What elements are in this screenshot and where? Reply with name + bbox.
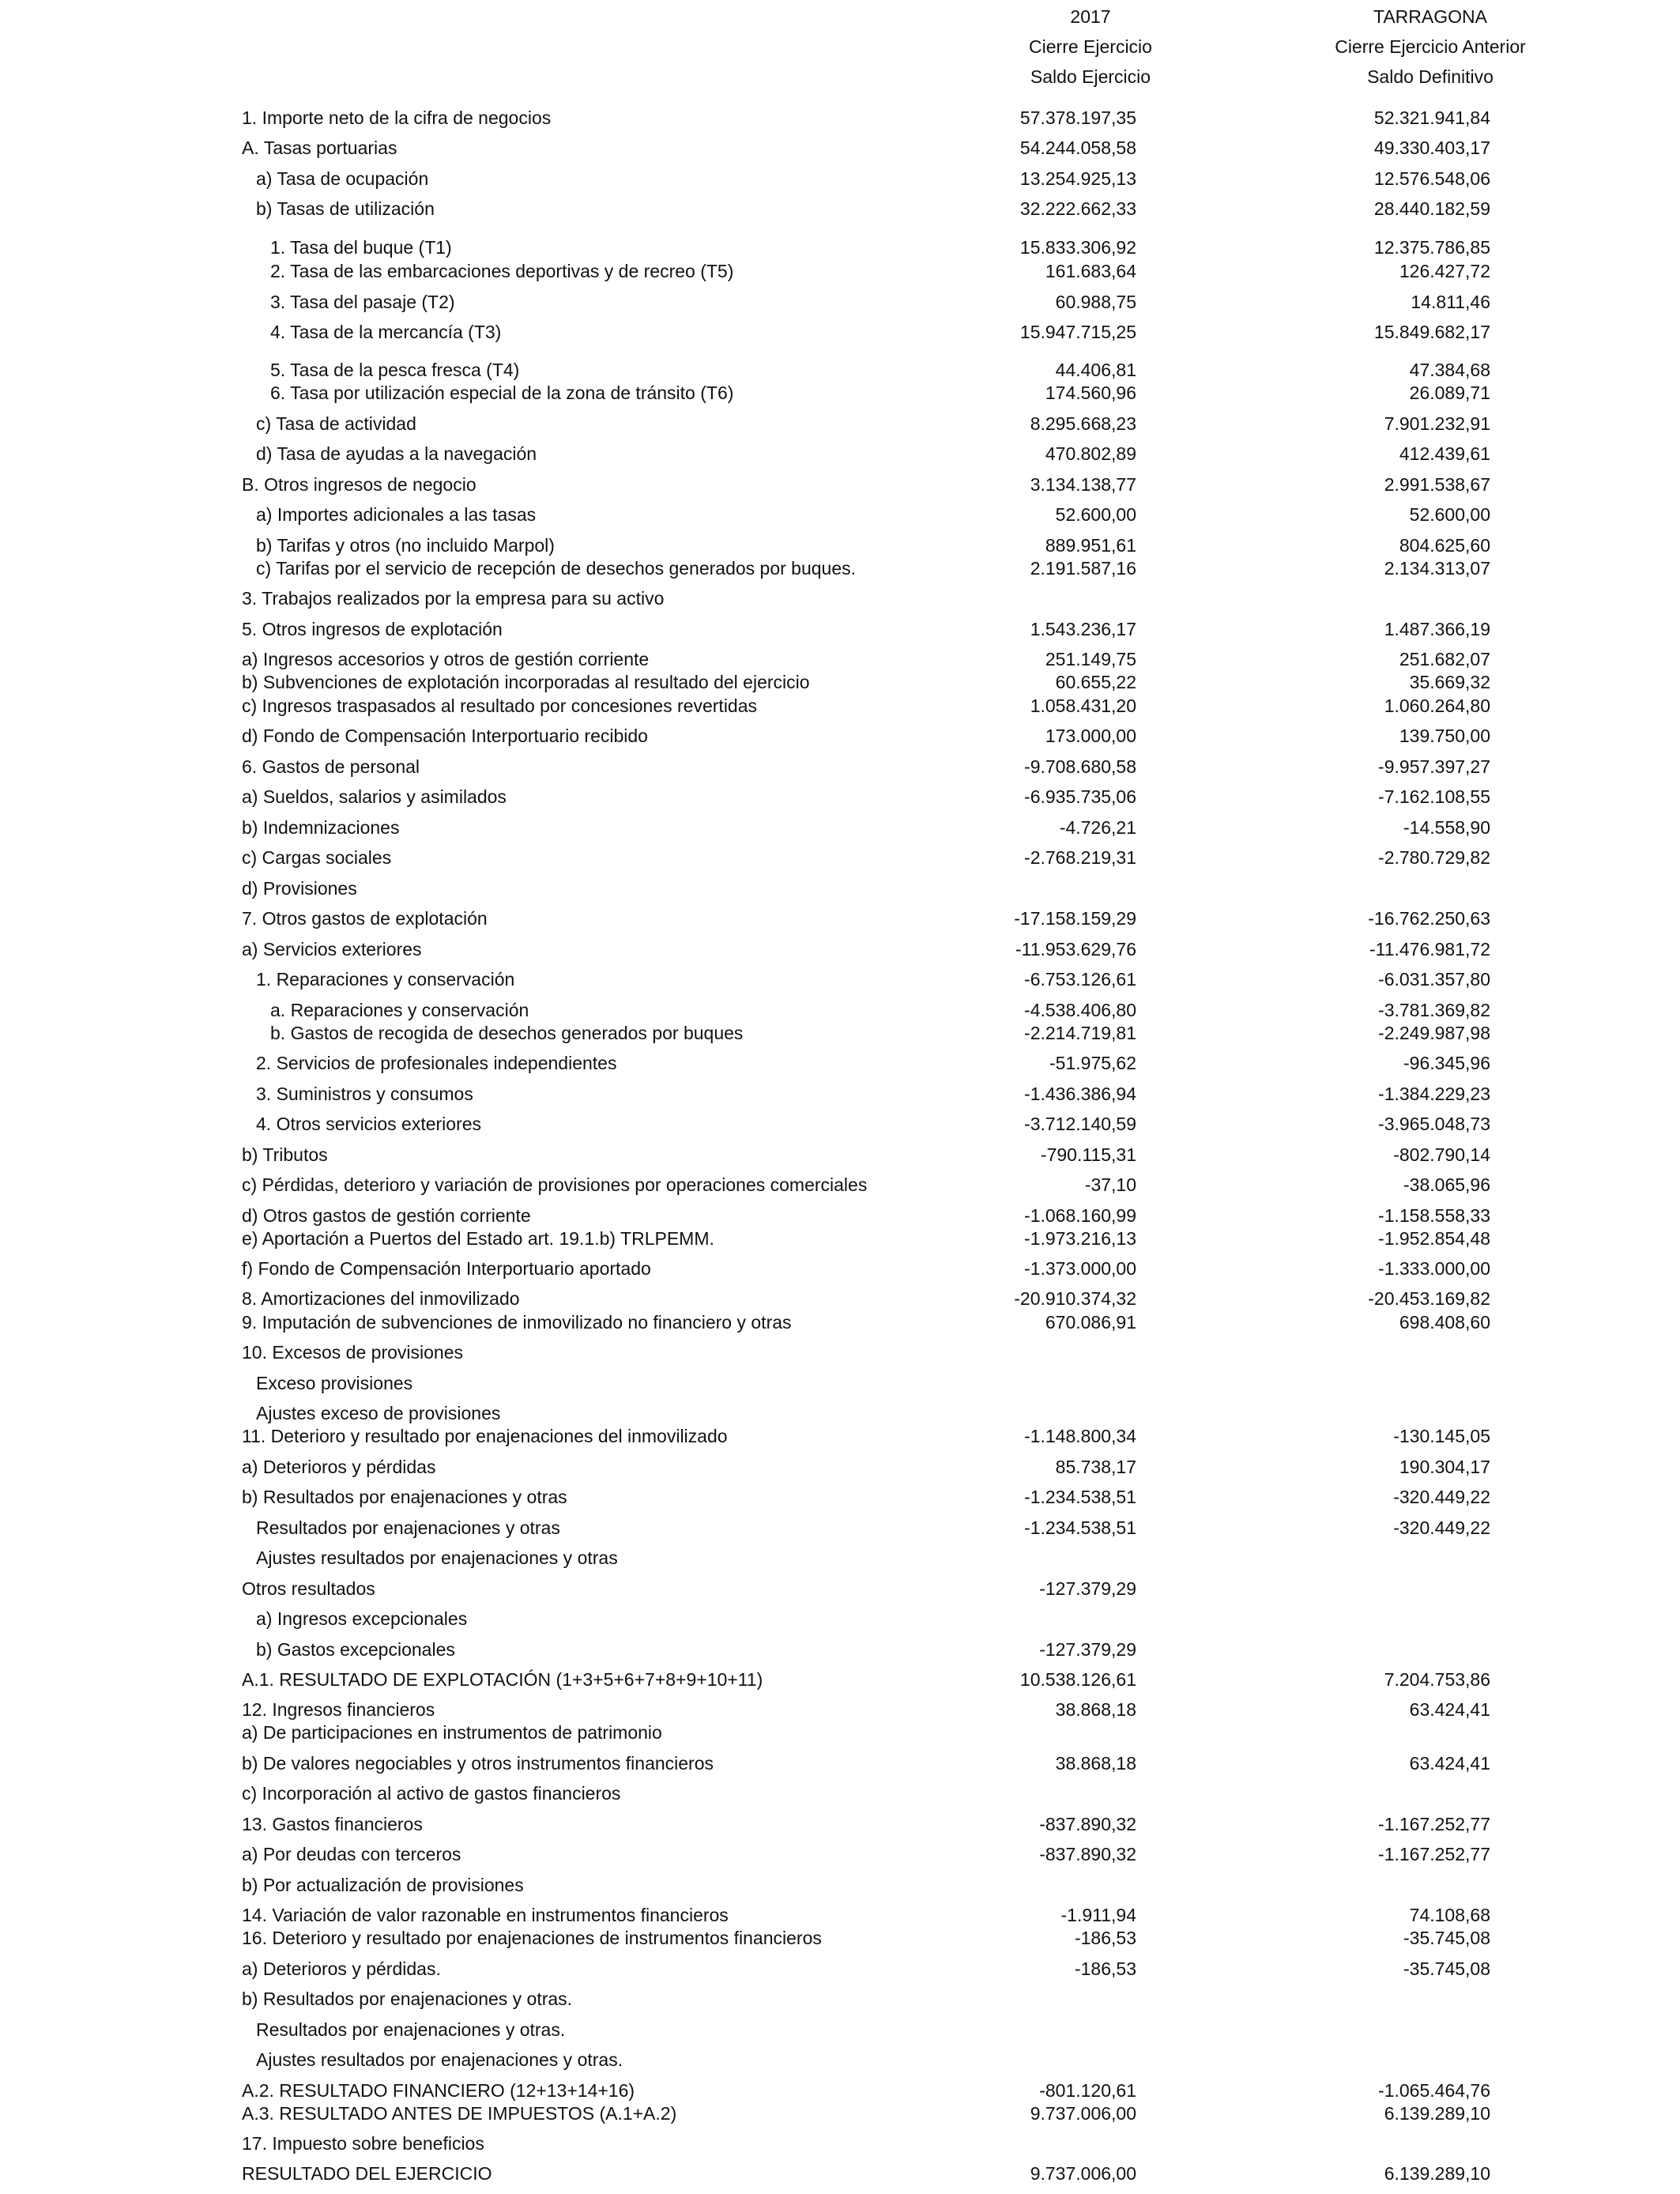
row-value-previous: 47.384,68 (1409, 360, 1490, 380)
table-row (0, 1517, 1680, 1539)
row-label: A. Tasas portuarias (242, 138, 397, 158)
row-label: a) Deterioros y pérdidas. (242, 1958, 441, 1979)
table-row (0, 1988, 1680, 2010)
table-row (0, 846, 1680, 869)
table-row (0, 1958, 1680, 1980)
row-value-previous: 1.060.264,80 (1384, 696, 1490, 716)
row-label: 3. Suministros y consumos (256, 1084, 473, 1104)
row-label: b) Tributos (242, 1144, 328, 1165)
table-row (0, 587, 1680, 609)
table-row (0, 168, 1680, 190)
row-label: Otros resultados (242, 1578, 375, 1599)
row-label: c) Tasa de actividad (256, 413, 416, 434)
row-label: c) Ingresos traspasados al resultado por concesiones revertidas (242, 696, 758, 716)
row-value-previous: -16.762.250,63 (1368, 908, 1490, 929)
row-value-previous: -20.453.169,82 (1368, 1288, 1490, 1309)
table-row (0, 877, 1680, 899)
row-label: a. Reparaciones y conservación (270, 1000, 529, 1020)
row-label: Ajustes exceso de provisiones (256, 1403, 501, 1423)
row-value-current: -186,53 (1074, 1928, 1136, 1948)
row-value-current: 3.134.138,77 (1030, 474, 1136, 495)
row-value-previous: 28.440.182,59 (1373, 198, 1490, 219)
row-value-current: 251.149,75 (1045, 649, 1136, 669)
row-label: a) Ingresos accesorios y otros de gestión corriente (242, 649, 650, 669)
table-row (0, 1904, 1680, 1926)
row-label: A.1. RESULTADO DE EXPLOTACIÓN (1+3+5+6+7+8+9+10+11) (242, 1669, 763, 1690)
table-row (0, 1456, 1680, 1478)
table-row (0, 1144, 1680, 1166)
row-value-previous: -1.952.854,48 (1378, 1228, 1490, 1249)
row-value-current: -20.910.374,32 (1014, 1288, 1136, 1309)
table-row (0, 1257, 1680, 1280)
row-label: 3. Tasa del pasaje (T2) (270, 292, 455, 312)
row-value-previous: 251.682,07 (1399, 649, 1490, 669)
row-value-previous: 12.576.548,06 (1373, 168, 1490, 189)
row-label: b) Resultados por enajenaciones y otras (242, 1487, 567, 1507)
table-row (0, 382, 1680, 404)
table-row (0, 137, 1680, 159)
row-value-previous: 412.439,61 (1399, 443, 1490, 464)
table-row (0, 1372, 1680, 1394)
row-value-previous: 74.108,68 (1409, 1905, 1490, 1925)
table-row (0, 2162, 1680, 2185)
table-row (0, 999, 1680, 1021)
row-value-current: -1.436.386,94 (1024, 1084, 1136, 1104)
header-period-current: Cierre Ejercicio (1029, 36, 1152, 57)
row-label: c) Cargas sociales (242, 847, 392, 868)
row-value-previous: -11.476.981,72 (1369, 939, 1490, 959)
table-row (0, 1486, 1680, 1508)
table-row (0, 695, 1680, 717)
row-value-previous: 7.901.232,91 (1384, 413, 1490, 434)
row-value-previous: -7.162.108,55 (1378, 786, 1490, 807)
table-row (0, 1578, 1680, 1600)
row-value-current: -127.379,29 (1039, 1578, 1136, 1599)
row-value-previous: 7.204.753,86 (1384, 1669, 1490, 1690)
row-label: d) Tasa de ayudas a la navegación (256, 443, 537, 464)
row-value-current: -11.953.629,76 (1015, 939, 1136, 959)
row-value-current: -837.890,32 (1039, 1814, 1136, 1834)
row-value-current: -837.890,32 (1039, 1844, 1136, 1864)
row-value-current: 60.655,22 (1055, 672, 1136, 692)
row-label: a) Por deudas con terceros (242, 1844, 461, 1864)
table-row (0, 1227, 1680, 1250)
row-value-previous: -14.558,90 (1403, 817, 1490, 838)
row-value-current: -1.068.160,99 (1024, 1205, 1136, 1226)
row-value-previous: 15.849.682,17 (1373, 322, 1490, 342)
row-label: 10. Excesos de provisiones (242, 1342, 463, 1363)
row-label: 2. Servicios de profesionales independientes (256, 1053, 617, 1073)
row-value-previous: -2.249.987,98 (1378, 1023, 1490, 1043)
row-value-previous: 26.089,71 (1409, 383, 1490, 403)
table-row (0, 725, 1680, 747)
row-value-previous: 12.375.786,85 (1373, 237, 1490, 258)
row-label: a) Sueldos, salarios y asimilados (242, 786, 507, 807)
row-value-previous: -9.957.397,27 (1378, 756, 1490, 777)
table-row (0, 1425, 1680, 1447)
table-row (0, 2132, 1680, 2154)
row-value-current: -37,10 (1084, 1174, 1136, 1195)
row-value-current: 470.802,89 (1045, 443, 1136, 464)
table-row (0, 473, 1680, 496)
row-value-current: -2.768.219,31 (1024, 847, 1136, 868)
row-value-current: 173.000,00 (1045, 726, 1136, 746)
row-label: 6. Gastos de personal (242, 756, 420, 777)
row-value-current: -790.115,31 (1040, 1144, 1136, 1165)
row-value-current: 38.868,18 (1055, 1699, 1136, 1720)
row-value-current: -17.158.159,29 (1014, 908, 1136, 929)
table-row (0, 1927, 1680, 1949)
row-value-previous: -1.065.464,76 (1378, 2080, 1490, 2101)
row-label: 4. Tasa de la mercancía (T3) (270, 322, 502, 342)
table-row (0, 413, 1680, 435)
row-value-previous: 1.487.366,19 (1384, 619, 1490, 639)
table-row (0, 443, 1680, 465)
row-label: 2. Tasa de las embarcaciones deportivas y de recreo (T5) (270, 261, 734, 281)
row-label: Resultados por enajenaciones y otras (256, 1517, 560, 1538)
table-row (0, 1311, 1680, 1333)
row-value-current: 161.683,64 (1045, 261, 1136, 281)
row-value-current: -3.712.140,59 (1024, 1114, 1136, 1134)
row-label: b) De valores negociables y otros instrumentos financieros (242, 1753, 714, 1774)
table-row (0, 1341, 1680, 1363)
table-row (0, 2102, 1680, 2124)
row-value-previous: 190.304,17 (1399, 1457, 1490, 1477)
table-row (0, 198, 1680, 220)
table-row (0, 2049, 1680, 2071)
row-label: b) Resultados por enajenaciones y otras. (242, 1989, 573, 2009)
row-label: 1. Reparaciones y conservación (256, 969, 515, 990)
row-value-current: -9.708.680,58 (1024, 756, 1136, 777)
row-value-current: 85.738,17 (1055, 1457, 1136, 1477)
row-value-previous: 6.139.289,10 (1384, 2103, 1490, 2124)
row-value-previous: 698.408,60 (1399, 1312, 1490, 1333)
row-value-previous: 52.600,00 (1409, 504, 1490, 525)
row-value-current: -186,53 (1074, 1958, 1136, 1979)
row-label: 13. Gastos financieros (242, 1814, 423, 1834)
row-value-current: -1.234.538,51 (1024, 1487, 1136, 1507)
row-label: 4. Otros servicios exteriores (256, 1114, 482, 1134)
row-label: 1. Tasa del buque (T1) (270, 237, 452, 258)
row-label: d) Provisiones (242, 878, 357, 899)
row-value-current: 889.951,61 (1045, 535, 1136, 556)
row-value-previous: 63.424,41 (1409, 1699, 1490, 1720)
table-row (0, 1782, 1680, 1804)
table-row (0, 1402, 1680, 1424)
row-label: Resultados por enajenaciones y otras. (256, 2019, 566, 2040)
row-value-previous: 2.991.538,67 (1384, 474, 1490, 495)
header-year: 2017 (1070, 6, 1111, 27)
row-value-previous: -1.167.252,77 (1378, 1844, 1490, 1864)
row-value-previous: 49.330.403,17 (1373, 138, 1490, 158)
row-label: Exceso provisiones (256, 1373, 413, 1393)
row-label: 8. Amortizaciones del inmovilizado (242, 1288, 520, 1309)
header-balance-current: Saldo Ejercicio (1030, 66, 1151, 87)
table-row (0, 1668, 1680, 1691)
row-label: 5. Otros ingresos de explotación (242, 619, 503, 639)
row-value-previous: 126.427,72 (1399, 261, 1490, 281)
row-value-current: -1.373.000,00 (1024, 1258, 1136, 1279)
row-label: d) Otros gastos de gestión corriente (242, 1205, 531, 1226)
row-value-current: -1.973.216,13 (1024, 1228, 1136, 1249)
row-value-current: -6.935.735,06 (1024, 786, 1136, 807)
row-value-current: 9.737.006,00 (1030, 2103, 1136, 2124)
row-label: b) Gastos excepcionales (256, 1639, 455, 1660)
row-value-current: 8.295.668,23 (1030, 413, 1136, 434)
row-label: c) Pérdidas, deterioro y variación de provisiones por operaciones comerciales (242, 1174, 868, 1195)
row-value-previous: -1.384.229,23 (1378, 1084, 1490, 1104)
row-value-previous: -320.449,22 (1393, 1487, 1490, 1507)
row-value-current: 10.538.126,61 (1019, 1669, 1136, 1690)
table-row (0, 1287, 1680, 1310)
row-label: c) Tarifas por el servicio de recepción de desechos generados por buques. (256, 558, 857, 579)
table-row (0, 1843, 1680, 1865)
header-balance-previous: Saldo Definitivo (1367, 66, 1494, 87)
row-label: a) Deterioros y pérdidas (242, 1457, 436, 1477)
row-value-current: 174.560,96 (1045, 383, 1136, 403)
table-row (0, 260, 1680, 282)
row-value-previous: -6.031.357,80 (1378, 969, 1490, 990)
table-row (0, 2079, 1680, 2102)
table-row (0, 236, 1680, 258)
row-value-current: -6.753.126,61 (1024, 969, 1136, 990)
row-value-current: -801.120,61 (1039, 2080, 1136, 2101)
row-value-current: 52.600,00 (1055, 504, 1136, 525)
row-label: 3. Trabajos realizados por la empresa para su activo (242, 588, 665, 609)
table-row (0, 1874, 1680, 1896)
table-row (0, 1698, 1680, 1721)
row-label: 6. Tasa por utilización especial de la zona de tránsito (T6) (270, 383, 734, 403)
row-value-current: 670.086,91 (1045, 1312, 1136, 1333)
table-row (0, 968, 1680, 990)
table-row (0, 907, 1680, 929)
row-value-previous: 2.134.313,07 (1384, 558, 1490, 579)
row-label: f) Fondo de Compensación Interportuario aportado (242, 1258, 651, 1279)
table-row (0, 786, 1680, 808)
table-row (0, 1638, 1680, 1661)
table-row (0, 756, 1680, 778)
table-row (0, 648, 1680, 670)
row-value-previous: 14.811,46 (1411, 292, 1490, 312)
header-entity: TARRAGONA (1373, 6, 1487, 27)
header-period-previous: Cierre Ejercicio Anterior (1335, 36, 1526, 57)
table-row (0, 1752, 1680, 1774)
table-row (0, 291, 1680, 313)
table-row (0, 1547, 1680, 1569)
row-label: a) Tasa de ocupación (256, 168, 429, 189)
row-label: B. Otros ingresos de negocio (242, 474, 477, 495)
row-value-current: 1.058.431,20 (1030, 696, 1136, 716)
row-value-current: 44.406,81 (1055, 360, 1136, 380)
row-value-previous: 52.321.941,84 (1373, 107, 1490, 128)
row-label: 12. Ingresos financieros (242, 1699, 435, 1720)
row-label: Ajustes resultados por enajenaciones y otras. (256, 2049, 623, 2070)
table-row (0, 557, 1680, 579)
row-label: a) Servicios exteriores (242, 939, 422, 959)
row-value-previous: -35.745,08 (1403, 1928, 1490, 1948)
table-row (0, 1813, 1680, 1835)
row-value-previous: -320.449,22 (1393, 1517, 1490, 1538)
row-value-current: 60.988,75 (1055, 292, 1136, 312)
row-label: e) Aportación a Puertos del Estado art. 19.1.b) TRLPEMM. (242, 1228, 714, 1249)
row-value-previous: 63.424,41 (1409, 1753, 1490, 1774)
table-row (0, 1174, 1680, 1196)
row-label: 16. Deterioro y resultado por enajenaciones de instrumentos financieros (242, 1928, 822, 1948)
table-row (0, 1721, 1680, 1744)
row-value-previous: -2.780.729,82 (1378, 847, 1490, 868)
row-label: 1. Importe neto de la cifra de negocios (242, 107, 552, 128)
table-row (0, 1608, 1680, 1630)
table-row (0, 1083, 1680, 1105)
row-value-current: 1.543.236,17 (1030, 619, 1136, 639)
row-value-current: 15.833.306,92 (1019, 237, 1136, 258)
row-value-current: -51.975,62 (1049, 1053, 1136, 1073)
row-label: b) Indemnizaciones (242, 817, 400, 838)
row-value-current: 15.947.715,25 (1019, 322, 1136, 342)
row-value-previous: -3.965.048,73 (1378, 1114, 1490, 1134)
table-row (0, 618, 1680, 640)
row-value-previous: -38.065,96 (1403, 1174, 1490, 1195)
row-value-current: 2.191.587,16 (1030, 558, 1136, 579)
row-label: 9. Imputación de subvenciones de inmovilizado no financiero y otras (242, 1312, 792, 1333)
row-value-previous: -130.145,05 (1393, 1426, 1490, 1446)
row-label: 17. Impuesto sobre beneficios (242, 2133, 484, 2154)
row-value-previous: -1.333.000,00 (1378, 1258, 1490, 1279)
row-value-current: -1.911,94 (1060, 1905, 1136, 1925)
table-row (0, 2019, 1680, 2041)
table-row (0, 359, 1680, 381)
row-value-previous: -802.790,14 (1393, 1144, 1490, 1165)
row-label: RESULTADO DEL EJERCICIO (242, 2163, 492, 2184)
row-label: a) Ingresos excepcionales (256, 1608, 468, 1629)
row-value-current: 32.222.662,33 (1019, 198, 1136, 219)
table-row (0, 503, 1680, 526)
row-label: 11. Deterioro y resultado por enajenaciones del inmovilizado (242, 1426, 728, 1446)
row-label: A.3. RESULTADO ANTES DE IMPUESTOS (A.1+A.2) (242, 2103, 677, 2124)
row-label: 7. Otros gastos de explotación (242, 908, 488, 929)
row-label: d) Fondo de Compensación Interportuario recibido (242, 726, 648, 746)
row-label: 14. Variación de valor razonable en instrumentos financieros (242, 1905, 729, 1925)
table-row (0, 671, 1680, 693)
row-value-previous: -3.781.369,82 (1378, 1000, 1490, 1020)
table-row (0, 816, 1680, 839)
table-row (0, 321, 1680, 343)
row-value-current: 54.244.058,58 (1019, 138, 1136, 158)
row-value-previous: 804.625,60 (1399, 535, 1490, 556)
row-label: b) Tarifas y otros (no incluido Marpol) (256, 535, 555, 556)
table-row (0, 1113, 1680, 1135)
row-value-previous: -1.158.558,33 (1378, 1205, 1490, 1226)
table-row (0, 534, 1680, 556)
row-value-current: -1.148.800,34 (1024, 1426, 1136, 1446)
row-value-current: 13.254.925,13 (1019, 168, 1136, 189)
table-row (0, 1022, 1680, 1044)
table-row (0, 1052, 1680, 1074)
row-label: b) Tasas de utilización (256, 198, 435, 219)
row-value-current: -2.214.719,81 (1024, 1023, 1136, 1043)
row-value-current: 38.868,18 (1055, 1753, 1136, 1774)
row-value-current: -4.726,21 (1059, 817, 1136, 838)
row-label: Ajustes resultados por enajenaciones y otras (256, 1547, 618, 1568)
row-value-previous: -35.745,08 (1403, 1958, 1490, 1979)
table-row (0, 1204, 1680, 1227)
row-label: b. Gastos de recogida de desechos generados por buques (270, 1023, 744, 1043)
row-value-previous: -1.167.252,77 (1378, 1814, 1490, 1834)
row-label: a) Importes adicionales a las tasas (256, 504, 537, 525)
row-value-current: 57.378.197,35 (1019, 107, 1136, 128)
table-row (0, 107, 1680, 129)
row-value-current: -127.379,29 (1039, 1639, 1136, 1660)
row-label: b) Por actualización de provisiones (242, 1875, 524, 1895)
row-value-previous: 139.750,00 (1399, 726, 1490, 746)
row-label: c) Incorporación al activo de gastos financieros (242, 1783, 621, 1804)
row-label: 5. Tasa de la pesca fresca (T4) (270, 360, 520, 380)
row-value-current: -4.538.406,80 (1024, 1000, 1136, 1020)
row-label: a) De participaciones en instrumentos de patrimonio (242, 1722, 662, 1743)
table-row (0, 938, 1680, 960)
row-value-previous: 35.669,32 (1409, 672, 1490, 692)
row-value-current: 9.737.006,00 (1030, 2163, 1136, 2184)
row-label: A.2. RESULTADO FINANCIERO (12+13+14+16) (242, 2080, 635, 2101)
row-value-previous: -96.345,96 (1403, 1053, 1490, 1073)
row-label: b) Subvenciones de explotación incorporadas al resultado del ejercicio (242, 672, 810, 692)
row-value-current: -1.234.538,51 (1024, 1517, 1136, 1538)
row-value-previous: 6.139.289,10 (1384, 2163, 1490, 2184)
